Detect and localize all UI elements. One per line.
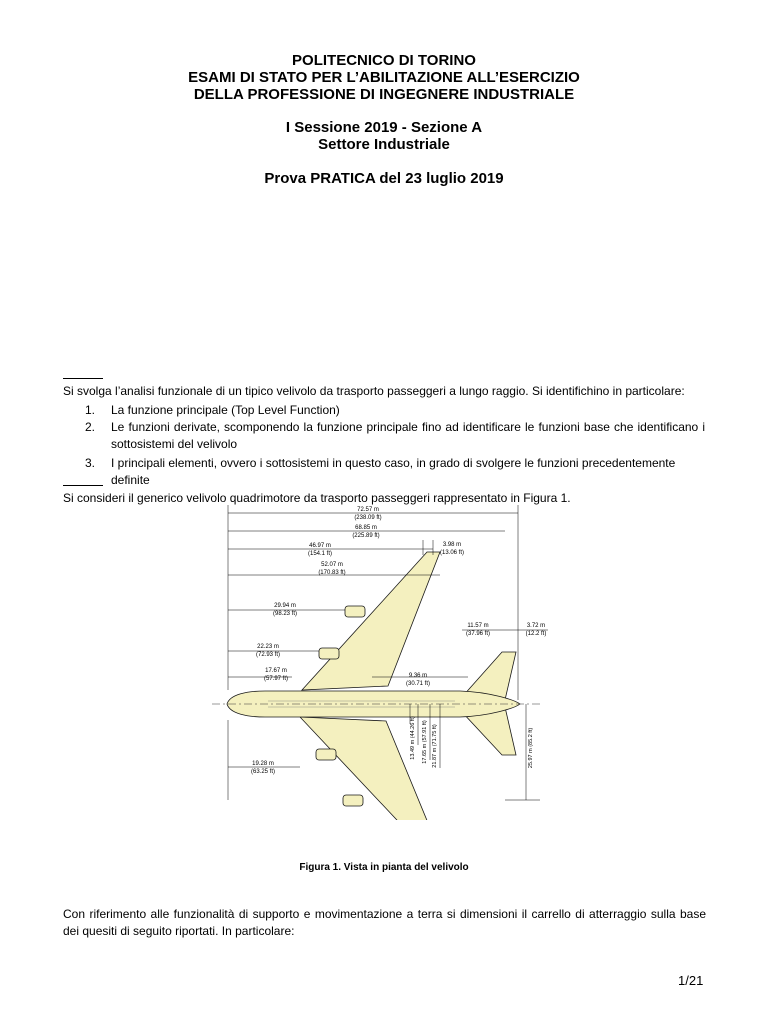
dim-label: (57.97 ft) <box>263 676 289 682</box>
institution-title: POLITECNICO DI TORINO <box>292 52 476 69</box>
dim-label: 3.98 m <box>442 542 462 548</box>
dim-label: (98.23 ft) <box>272 611 298 617</box>
dim-label: 9.36 m <box>408 673 428 679</box>
dim-label: 11.57 m <box>467 623 489 629</box>
dim-label: (72.93 ft) <box>255 652 281 658</box>
exam-title-line1: ESAMI DI STATO PER L’ABILITAZIONE ALL’ESERCIZIO <box>188 69 580 86</box>
dim-label: 29.94 m <box>274 603 296 609</box>
dim-label: 13.49 m (44.26 ft) <box>410 716 416 760</box>
exam-title-line2: DELLA PROFESSIONE DI INGEGNERE INDUSTRIALE <box>193 86 575 103</box>
section1-intro: Si svolga l’analisi funzionale di un tipico velivolo da trasporto passeggeri a lungo raggio. Si identifichino in particolare: <box>63 384 685 398</box>
dim-label: (30.71 ft) <box>405 681 431 687</box>
section-rule <box>63 485 103 486</box>
dim-label: 22.23 m <box>257 644 279 650</box>
engine <box>319 648 339 659</box>
dim-label: (12.2 ft) <box>525 631 547 637</box>
section2-intro: Si consideri il generico velivolo quadrimotore da trasporto passeggeri rappresentato in Figura 1. <box>63 491 571 505</box>
dim-label: 17.65 m (57.91 ft) <box>422 720 428 764</box>
dim-label: (170.83 ft) <box>318 570 346 576</box>
page-number: 1/21 <box>678 973 704 988</box>
session-title: I Sessione 2019 - Sezione A <box>285 119 483 136</box>
engine <box>316 749 336 760</box>
dim-label: (37.96 ft) <box>465 631 491 637</box>
dim-label: (13.06 ft) <box>439 550 465 556</box>
list-item-text: I principali elementi, ovvero i sottosistemi in questo caso, in grado di svolgere le funzioni precedentemente definite <box>111 456 676 487</box>
dim-label: 68.85 m <box>355 525 377 531</box>
aircraft-plan-view-figure <box>0 500 768 820</box>
list-item-text: La funzione principale (Top Level Function) <box>111 403 340 417</box>
dim-label: 17.67 m <box>265 668 287 674</box>
dim-label: 46.97 m <box>309 543 331 549</box>
right-wing <box>300 717 440 820</box>
dim-label: 3.72 m <box>526 623 546 629</box>
dim-label: 25.97 m (85.2 ft) <box>528 727 534 769</box>
dim-label: 72.57 m <box>357 507 379 513</box>
list-item-number: 1. <box>85 403 96 417</box>
list-item-text: Le funzioni derivate, scomponendo la funzione principale fino ad identificare le funzioni base che identificano i sottosistemi del velivolo <box>111 420 705 451</box>
exam-date-title: Prova PRATICA del 23 luglio 2019 <box>264 170 504 187</box>
sector-title: Settore Industriale <box>318 136 450 153</box>
list-item-number: 3. <box>85 456 96 470</box>
dim-label: 52.07 m <box>321 562 343 568</box>
dim-label: (154.1 ft) <box>307 551 333 557</box>
dim-label: 21.87 m (71.75 ft) <box>432 724 438 768</box>
engine <box>345 606 365 617</box>
figure-caption: Figura 1. Vista in pianta del velivolo <box>299 862 469 873</box>
list-item-number: 2. <box>85 420 96 434</box>
dim-label: (225.89 ft) <box>352 533 380 539</box>
section-rule <box>63 378 103 379</box>
section3-text: Con riferimento alle funzionalità di supporto e movimentazione a terra si dimensioni il carrello di atterraggio sulla base dei quesiti di seguito riportati. In particolare: <box>63 907 706 938</box>
engine <box>343 795 363 806</box>
dim-label: 19.28 m <box>252 761 274 767</box>
dim-label: (238.09 ft) <box>354 515 382 521</box>
dim-label: (63.25 ft) <box>250 769 276 775</box>
